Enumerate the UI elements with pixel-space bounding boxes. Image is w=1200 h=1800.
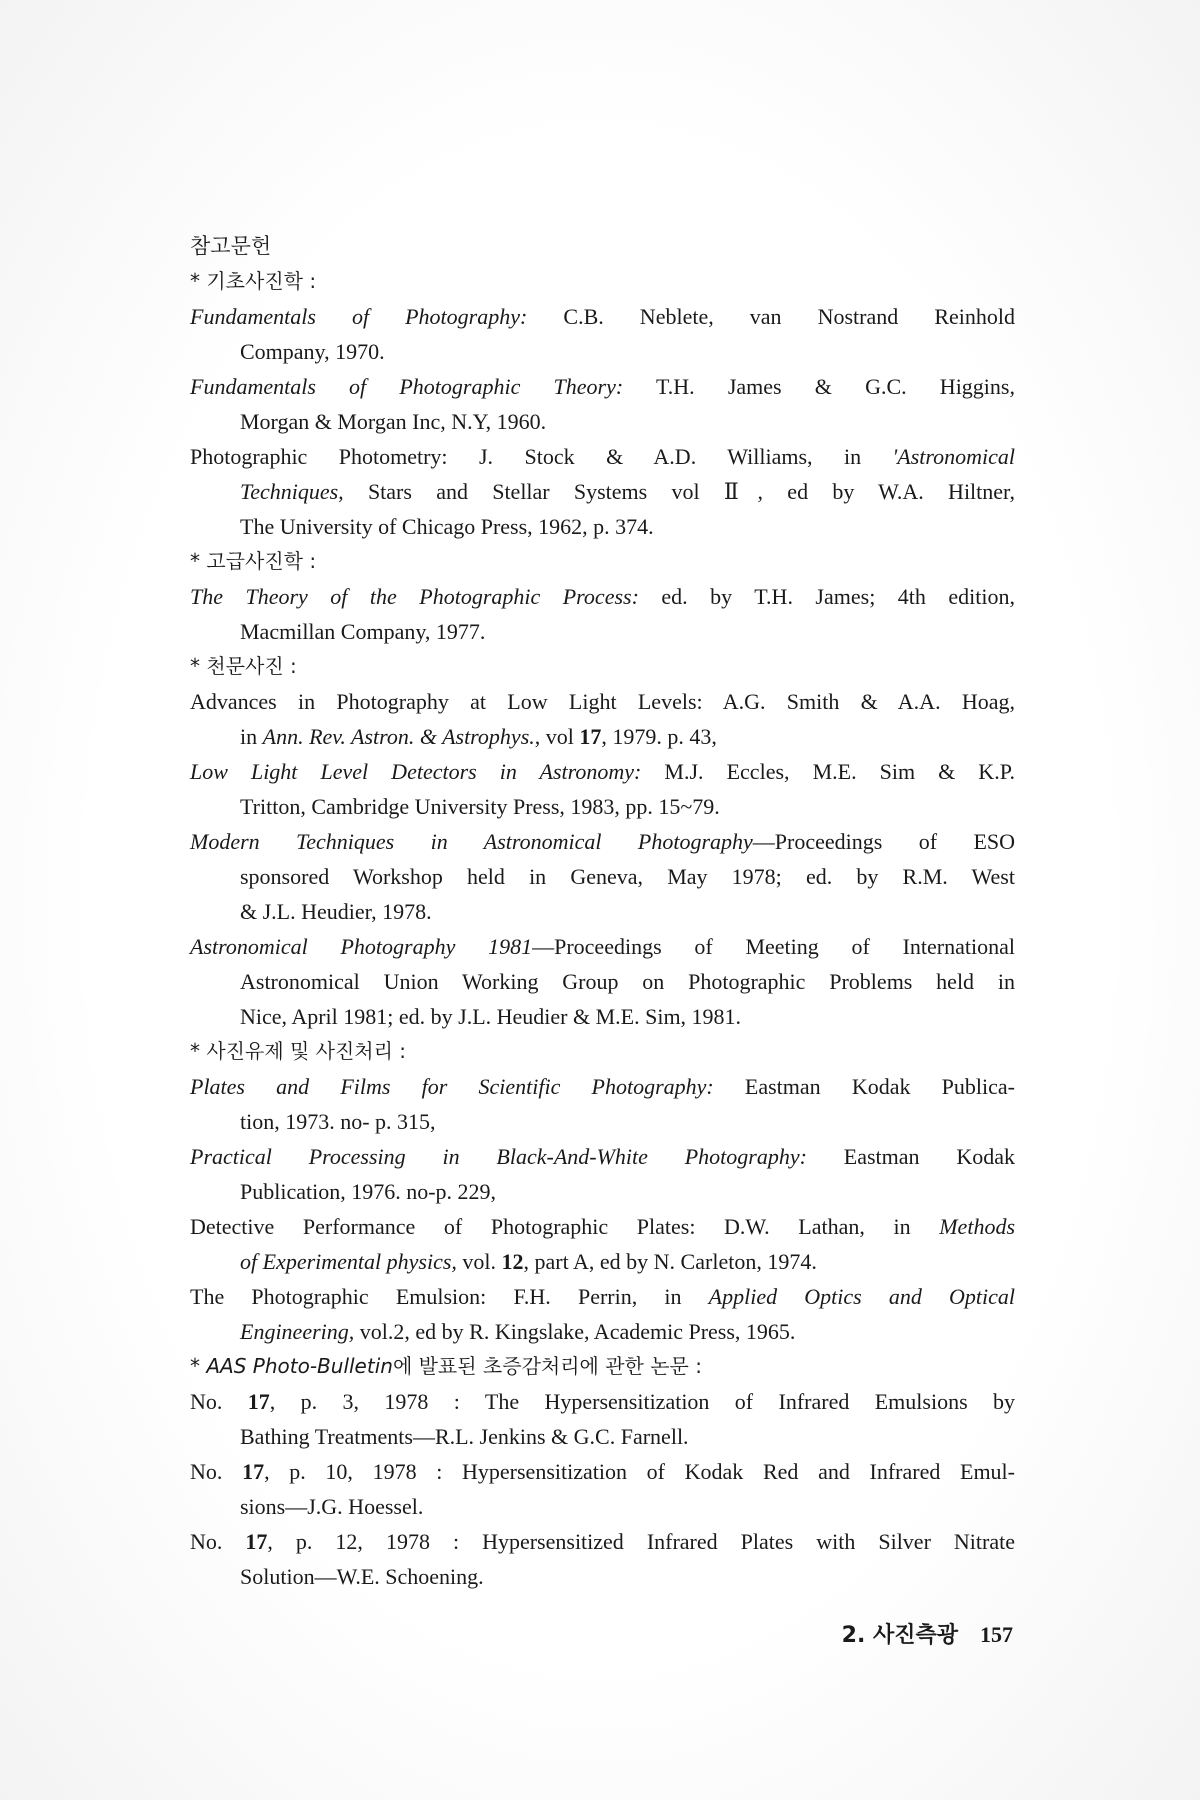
reference-continuation-line xyxy=(190,859,1015,894)
reference-line xyxy=(190,439,1015,474)
italic-title-text: of Experimental physics, xyxy=(240,1249,457,1274)
text-segment: Eastman Kodak Publica- xyxy=(713,1074,1015,1099)
text-segment: 17 xyxy=(242,1459,265,1484)
chapter-title: 2. 사진측광 xyxy=(841,1623,958,1648)
reference-continuation-line xyxy=(190,1559,1015,1594)
text-segment: , 1979. p. 43, xyxy=(601,724,717,749)
text-segment: 17 xyxy=(245,1529,268,1554)
italic-title-text: Modern Techniques in Astronomical Photography xyxy=(190,829,753,854)
reference-continuation-line xyxy=(190,894,1015,929)
reference-line xyxy=(190,1069,1015,1104)
italic-title-text: Ann. Rev. Astron. & Astrophys. xyxy=(262,724,535,749)
text-segment: , vol xyxy=(534,724,580,749)
reference-continuation-line xyxy=(190,1244,1015,1279)
page-footer xyxy=(842,1617,1013,1653)
reference-continuation-line xyxy=(190,719,1015,754)
text-segment: No. xyxy=(190,1529,246,1554)
text-segment: Macmillan Company, 1977. xyxy=(240,619,486,644)
text-segment: vol. xyxy=(456,1249,502,1274)
reference-line xyxy=(190,369,1015,404)
text-segment: Stars and Stellar Systems vol Ⅱ, ed by W.A. Hiltner, xyxy=(343,479,1015,504)
text-segment: * 기초사진학 : xyxy=(190,269,317,293)
text-segment: 17 xyxy=(579,724,602,749)
reference-line xyxy=(190,299,1015,334)
italic-title-text: Astronomical Photography 1981 xyxy=(190,934,533,959)
reference-line xyxy=(190,1454,1015,1489)
italic-title-text: AAS Photo-Bulletin xyxy=(206,1354,393,1378)
text-segment: tion, 1973. no- p. 315, xyxy=(240,1109,436,1134)
italic-title-text: Techniques, xyxy=(240,479,344,504)
reference-line xyxy=(190,579,1015,614)
text-segment: * 고급사진학 : xyxy=(190,549,317,573)
text-segment: in xyxy=(240,724,263,749)
text-segment: ed. by T.H. James; 4th edition, xyxy=(638,584,1016,609)
reference-continuation-line xyxy=(190,1104,1015,1139)
reference-continuation-line xyxy=(190,1489,1015,1524)
reference-continuation-line xyxy=(190,509,1015,544)
reference-continuation-line xyxy=(190,1419,1015,1454)
text-segment: Detective Performance of Photographic Plates: D.W. Lathan, in xyxy=(190,1214,940,1239)
italic-title-text: Fundamentals of Photographic Theory: xyxy=(190,374,624,399)
text-segment: 12 xyxy=(501,1249,524,1274)
reference-continuation-line xyxy=(190,999,1015,1034)
text-segment: T.H. James & G.C. Higgins, xyxy=(623,374,1015,399)
text-segment: Astronomical Union Working Group on Photographic Problems held in xyxy=(240,969,1015,994)
reference-line xyxy=(190,754,1015,789)
text-segment: & J.L. Heudier, 1978. xyxy=(240,899,432,924)
section-heading xyxy=(190,264,1015,299)
italic-title-text: Applied Optics and Optical xyxy=(708,1284,1015,1309)
italic-title-text: Low Light Level Detectors in Astronomy: xyxy=(190,759,642,784)
italic-title-text: Methods xyxy=(939,1214,1015,1239)
italic-title-text: Engineering, xyxy=(240,1319,355,1344)
italic-title-text: Fundamentals of Photography: xyxy=(190,304,528,329)
text-segment: C.B. Neblete, van Nostrand Reinhold xyxy=(527,304,1015,329)
text-segment: sions—J.G. Hoessel. xyxy=(240,1494,424,1519)
italic-title-text: Plates and Films for Scientific Photography: xyxy=(190,1074,714,1099)
reference-line xyxy=(190,1384,1015,1419)
reference-line xyxy=(190,929,1015,964)
text-segment: Bathing Treatments—R.L. Jenkins & G.C. Farnell. xyxy=(240,1424,689,1449)
text-segment: vol.2, ed by R. Kingslake, Academic Press, 1965. xyxy=(354,1319,796,1344)
reference-line xyxy=(190,1139,1015,1174)
page-number: 157 xyxy=(980,1622,1013,1647)
text-segment: * 천문사진 : xyxy=(190,654,297,678)
reference-continuation-line xyxy=(190,1314,1015,1349)
text-segment: Company, 1970. xyxy=(240,339,385,364)
reference-continuation-line xyxy=(190,334,1015,369)
references-heading xyxy=(190,229,1015,264)
reference-line xyxy=(190,1524,1015,1559)
section-heading xyxy=(190,1349,1015,1384)
text-segment: —Proceedings of ESO xyxy=(752,829,1016,854)
reference-continuation-line xyxy=(190,789,1015,824)
text-segment: Morgan & Morgan Inc, N.Y, 1960. xyxy=(240,409,547,434)
italic-title-text: The Theory of the Photographic Process: xyxy=(190,584,639,609)
text-segment: sponsored Workshop held in Geneva, May 1978; ed. by R.M. West xyxy=(240,864,1015,889)
references-list xyxy=(190,229,1015,1594)
reference-line xyxy=(190,1279,1015,1314)
text-segment: * 사진유제 및 사진처리 : xyxy=(190,1039,407,1063)
text-segment: Solution—W.E. Schoening. xyxy=(240,1564,484,1589)
text-segment: * xyxy=(190,1354,207,1378)
text-segment: , part A, ed by N. Carleton, 1974. xyxy=(523,1249,817,1274)
reference-continuation-line xyxy=(190,1174,1015,1209)
text-segment: Photographic Photometry: J. Stock & A.D. Williams, in xyxy=(190,444,893,469)
section-heading xyxy=(190,649,1015,684)
reference-continuation-line xyxy=(190,474,1015,509)
text-segment: Tritton, Cambridge University Press, 1983, pp. 15~79. xyxy=(240,794,720,819)
reference-continuation-line xyxy=(190,964,1015,999)
section-heading xyxy=(190,1034,1015,1069)
text-segment: Nice, April 1981; ed. by J.L. Heudier & M.E. Sim, 1981. xyxy=(240,1004,742,1029)
italic-title-text: Practical Processing in Black-And-White Photography: xyxy=(190,1144,807,1169)
text-segment: , p. 12, 1978 : Hypersensitized Infrared Plates with Silver Nitrate xyxy=(267,1529,1015,1554)
text-segment: No. xyxy=(190,1389,248,1414)
italic-title-text: 'Astronomical xyxy=(892,444,1015,469)
text-segment: The University of Chicago Press, 1962, p. 374. xyxy=(240,514,654,539)
section-heading xyxy=(190,544,1015,579)
text-segment: , p. 3, 1978 : The Hypersensitization of Infrared Emulsions by xyxy=(269,1389,1016,1414)
reference-continuation-line xyxy=(190,404,1015,439)
reference-line xyxy=(190,684,1015,719)
text-segment: , p. 10, 1978 : Hypersensitization of Kodak Red and Infrared Emul- xyxy=(264,1459,1015,1484)
text-segment: The Photographic Emulsion: F.H. Perrin, in xyxy=(190,1284,709,1309)
reference-line xyxy=(190,824,1015,859)
text-segment: 참고문헌 xyxy=(190,234,272,258)
text-segment: M.J. Eccles, M.E. Sim & K.P. xyxy=(641,759,1015,784)
text-segment: Advances in Photography at Low Light Levels: A.G. Smith & A.A. Hoag, xyxy=(190,689,1015,714)
text-segment: 에 발표된 초증감처리에 관한 논문 : xyxy=(392,1354,702,1378)
text-segment: —Proceedings of Meeting of International xyxy=(532,934,1015,959)
reference-continuation-line xyxy=(190,614,1015,649)
reference-line xyxy=(190,1209,1015,1244)
text-segment: 17 xyxy=(247,1389,270,1414)
text-segment: Eastman Kodak xyxy=(806,1144,1015,1169)
text-segment: Publication, 1976. no-p. 229, xyxy=(240,1179,497,1204)
text-segment: No. xyxy=(190,1459,243,1484)
